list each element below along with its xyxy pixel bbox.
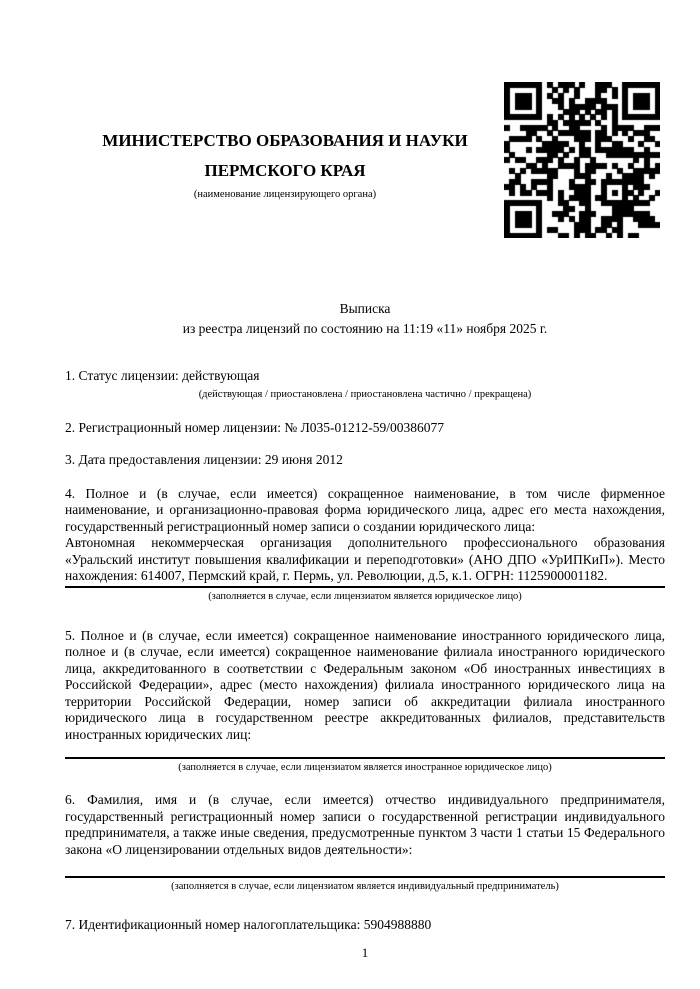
foreign-entity-fill-line [65,757,665,759]
ministry-name-line1: МИНИСТЕРСТВО ОБРАЗОВАНИЯ И НАУКИ [102,131,468,150]
registration-number-line: 2. Регистрационный номер лицензии: № Л035-01212-59/00386077 [65,420,445,435]
license-status-line: 1. Статус лицензии: действующая [65,368,260,383]
taxpayer-id-line: 7. Идентификационный номер налогоплательщика: 5904988880 [65,917,432,932]
individual-entrepreneur-note: (заполняется в случае, если лицензиатом является индивидуальный предприниматель) [171,881,559,892]
document-body [65,360,665,961]
foreign-entity-note: (заполняется в случае, если лицензиатом является иностранное юридическое лицо) [178,762,552,773]
document-title-block [65,299,665,339]
qr-code-icon [504,82,660,238]
ministry-caption: (наименование лицензирующего органа) [193,189,377,200]
foreign-entity-section-label: 5. Полное и (в случае, если имеется) сокращенное наименование иностранного юридического лица, полное и (в случае, если имеется) сокращенное наименование филиала иностранного юридического лица, аккредитованного в соответствии с Федеральным законом «Об иностранных инвестициях в Российской Федерации», адрес (место нахождения) филиала иностранного юридического лица на территории Российской Федерации, номер записи об аккредитации филиала иностранного юридического лица в государственном реестре аккредитованных филиалов, представительств иностранных юридических лиц: [65,627,665,742]
individual-entrepreneur-fill-line [65,876,665,878]
licensing-authority-header [65,126,505,202]
legal-entity-section-value: Автономная некоммерческая организация дополнительного профессионального образования «Уральский институт повышения квалификации и переподготовки» (АНО ДПО «УрИПКиП»). Место нахождения: 614007, Пермский край, г. Пермь, ул. Революции, д.5, к.1. ОГРН: 1125900001182. [65,535,665,583]
legal-entity-note: (заполняется в случае, если лицензиатом является юридическое лицо) [208,590,522,602]
license-status-options-note: (действующая / приостановлена / приостановлена частично / прекращена) [198,388,532,400]
legal-entity-section-label: 4. Полное и (в случае, если имеется) сокращенное наименование, в том числе фирменное наименование, и организационно-правовая форма юридического лица, адрес его места нахождения, государственный регистрационный номер записи о создании юридического лица: [65,485,665,534]
ministry-name-line2: ПЕРМСКОГО КРАЯ [204,161,366,180]
individual-entrepreneur-section-label: 6. Фамилия, имя и (в случае, если имеется) отчество индивидуального предпринимателя, государственный регистрационный номер записи о государственной регистрации индивидуального предпринимателя, а также иные сведения, предусмотренные пунктом 3 части 1 статьи 15 Федерального закона «О лицензировании отдельных видов деятельности»: [65,792,665,857]
document-subtitle: из реестра лицензий по состоянию на 11:19 «11» ноября 2025 г. [182,321,548,336]
legal-entity-fill-line [65,586,665,588]
page-number: 1 [361,944,369,960]
document-title: Выписка [339,301,391,316]
license-grant-date-line: 3. Дата предоставления лицензии: 29 июня 2012 [65,452,343,467]
qr-code-container [504,82,660,238]
